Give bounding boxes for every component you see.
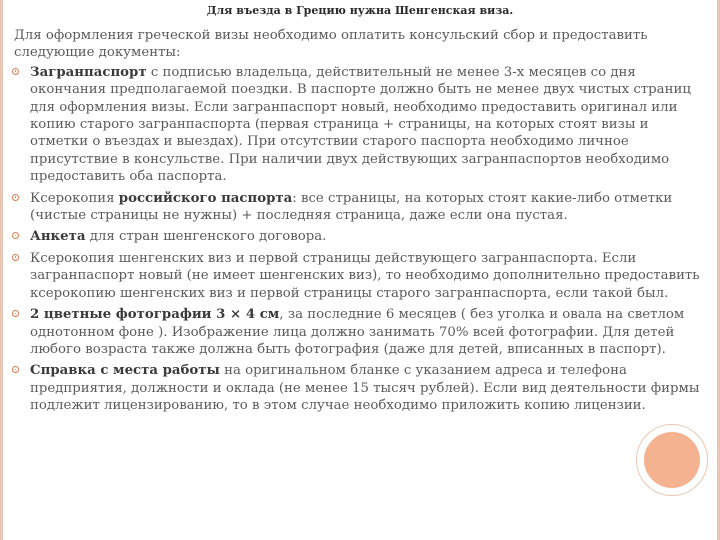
decorative-circle-icon — [644, 432, 700, 488]
item-text: Ксерокопия шенгенских виз и первой страницы действующего загранпаспорта. Если загранпаспорт новый (не имеет шенгенских виз), то необходимо дополнительно предоставить ксерокопию шенгенских виз и первой страницы старого загранпаспорта, если такой был. — [30, 250, 700, 301]
bullet-icon — [12, 194, 19, 201]
item-bold: российского паспорта — [118, 190, 293, 206]
item-lead: Ксерокопия — [30, 190, 119, 206]
list-item — [12, 190, 702, 225]
item-text: на оригинальном бланке с указанием адреса и телефона предприятия, должности и оклада (не менее 15 тысяч рублей). Если вид деятельности фирмы подлежит лицензированию, то в этом случае необходимо приложить копию лицензии. — [30, 363, 700, 414]
intro-text: Для оформления греческой визы необходимо оплатить консульский сбор и предоставить следующие документы: — [14, 28, 648, 61]
list-item — [12, 362, 702, 414]
item-text: : все страницы, на которых стоят какие-либо отметки (чистые страницы не нужны) + последняя страница, даже если она пустая. — [30, 190, 673, 224]
item-bold: Справка с места работы — [30, 363, 220, 379]
item-text: для стран шенгенского договора. — [85, 229, 327, 245]
slide-content — [12, 27, 702, 419]
bullet-icon — [12, 232, 19, 239]
item-text: с подписью владельца, действительный не менее 3-х месяцев со дня окончания предполагаемой поездки. В паспорте должно быть не менее двух чистых страниц для оформления визы. Если загранпаспорт новый, необходимо предоставить оригинал или копию старого загранпаспорта (первая страница + страницы, на которых стоят визы и отметки о въездах и выездах). При отсутствии старого паспорта необходимо личное присутствие в консульстве. При наличии двух действующих загранпаспортов необходимо предоставить оба паспорта. — [30, 64, 691, 185]
item-text: , за последние 6 месяцев ( без уголка и овала на светлом однотонном фоне ). Изображение лица должно занимать 70% всей фотографии. Для детей любого возраста также должна быть фотография (даже для детей, вписанных в паспорт). — [30, 307, 685, 357]
bullet-icon — [12, 254, 19, 261]
item-bold: Загранпаспорт — [30, 64, 147, 80]
bullet-icon — [12, 68, 19, 75]
list-item — [12, 306, 702, 358]
item-bold: 2 цветные фотографии 3 × 4 см — [30, 307, 280, 323]
bullet-icon — [12, 366, 19, 373]
item-bold: Анкета — [30, 229, 86, 245]
bullet-icon — [12, 310, 19, 317]
list-item — [12, 250, 702, 302]
list-item — [12, 64, 702, 186]
list-item — [12, 228, 702, 245]
slide-title: Для въезда в Грецию нужна Шенгенская виза. — [206, 4, 514, 17]
